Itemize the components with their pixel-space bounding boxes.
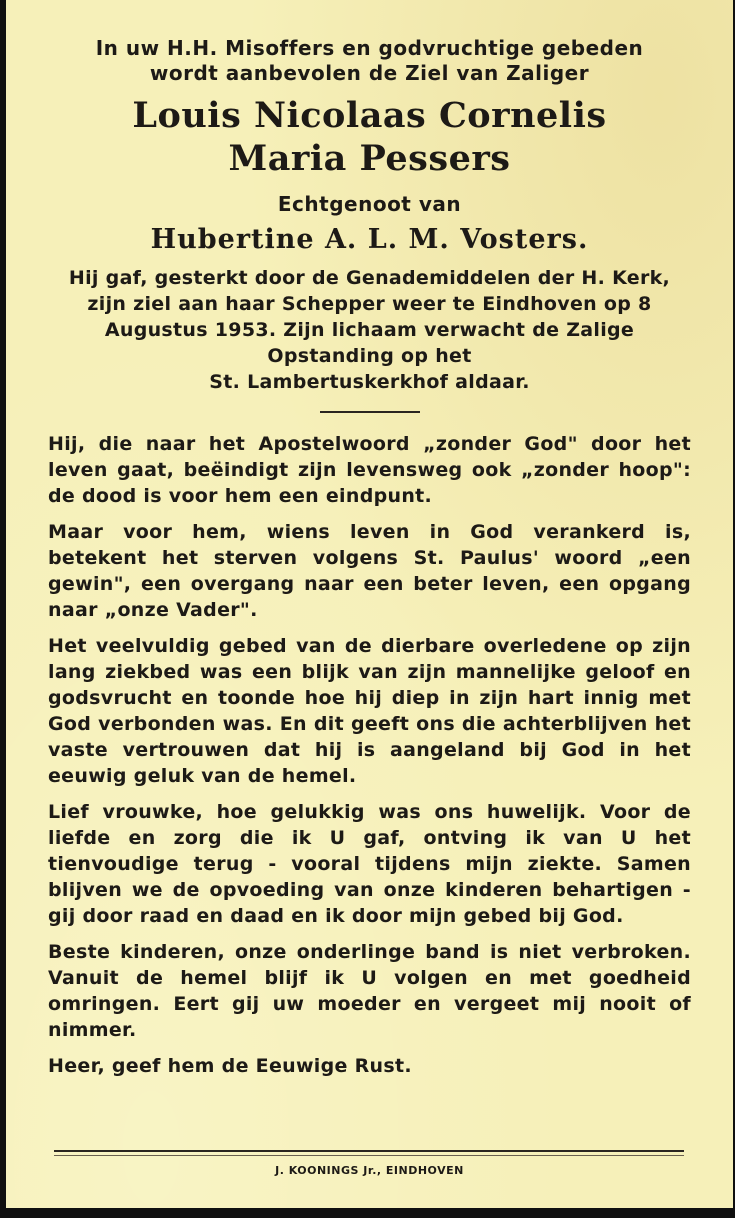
paragraph: Het veelvuldig gebed van de dierbare overledene op zijn lang ziekbed was een blijk van zijn mannelijke geloof en godsvrucht en toonde hoe hij diep in zijn hart innig met God verbonden was. En dit geeft ons die achterblijven het vaste vertrouwen dat hij is aangeland bij God in het eeuwig geluk van de hemel. xyxy=(48,635,691,787)
death-notice-text: St. Lambertuskerkhof aldaar. xyxy=(209,371,530,393)
intro-line: In uw H.H. Misoffers en godvruchtige gebeden xyxy=(95,36,644,60)
divider xyxy=(320,411,420,413)
memorial-card xyxy=(6,0,733,1208)
spouse-name: Hubertine A. L. M. Vosters. xyxy=(150,224,589,255)
deceased-name xyxy=(48,94,691,180)
name-line: Louis Nicolaas Cornelis xyxy=(132,95,607,136)
closing-prayer: Heer, geef hem de Eeuwige Rust. xyxy=(48,1055,412,1077)
death-notice xyxy=(48,265,691,395)
name-line: Maria Pessers xyxy=(228,138,511,179)
intro-text xyxy=(48,36,691,86)
bottom-divider xyxy=(54,1150,684,1152)
card-content xyxy=(48,36,691,1079)
bottom-divider-thin xyxy=(54,1155,684,1156)
death-notice-text: Hij gaf, gesterkt door de Genademiddelen der H. Kerk, zijn ziel aan haar Schepper weer te Eindhoven op 8 Augustus 1953. Zijn lichaam verwacht de Zalige Opstanding op het xyxy=(68,267,671,367)
printer-credit: J. KOONINGS Jr., EINDHOVEN xyxy=(275,1164,464,1177)
spouse-label: Echtgenoot van xyxy=(277,192,462,216)
intro-line: wordt aanbevolen de Ziel van Zaliger xyxy=(149,61,590,85)
paragraph: Lief vrouwke, hoe gelukkig was ons huwelijk. Voor de liefde en zorg die ik U gaf, ontving ik van U het tienvoudige terug - vooral tijdens mijn ziekte. Samen blijven we de opvoeding van onze kinderen behartigen - gij door raad en daad en ik door mijn gebed bij God. xyxy=(48,801,691,927)
paragraph: Maar voor hem, wiens leven in God verankerd is, betekent het sterven volgens St. Paulus' woord „een gewin", een overgang naar een beter leven, een opgang naar „onze Vader". xyxy=(48,521,691,621)
paragraph: Hij, die naar het Apostelwoord „zonder God" door het leven gaat, beëindigt zijn levensweg ook „zonder hoop": de dood is voor hem een eindpunt. xyxy=(48,433,691,507)
paragraph: Beste kinderen, onze onderlinge band is niet verbroken. Vanuit de hemel blijf ik U volgen en met goedheid omringen. Eert gij uw moeder en vergeet mij nooit of nimmer. xyxy=(48,941,691,1041)
